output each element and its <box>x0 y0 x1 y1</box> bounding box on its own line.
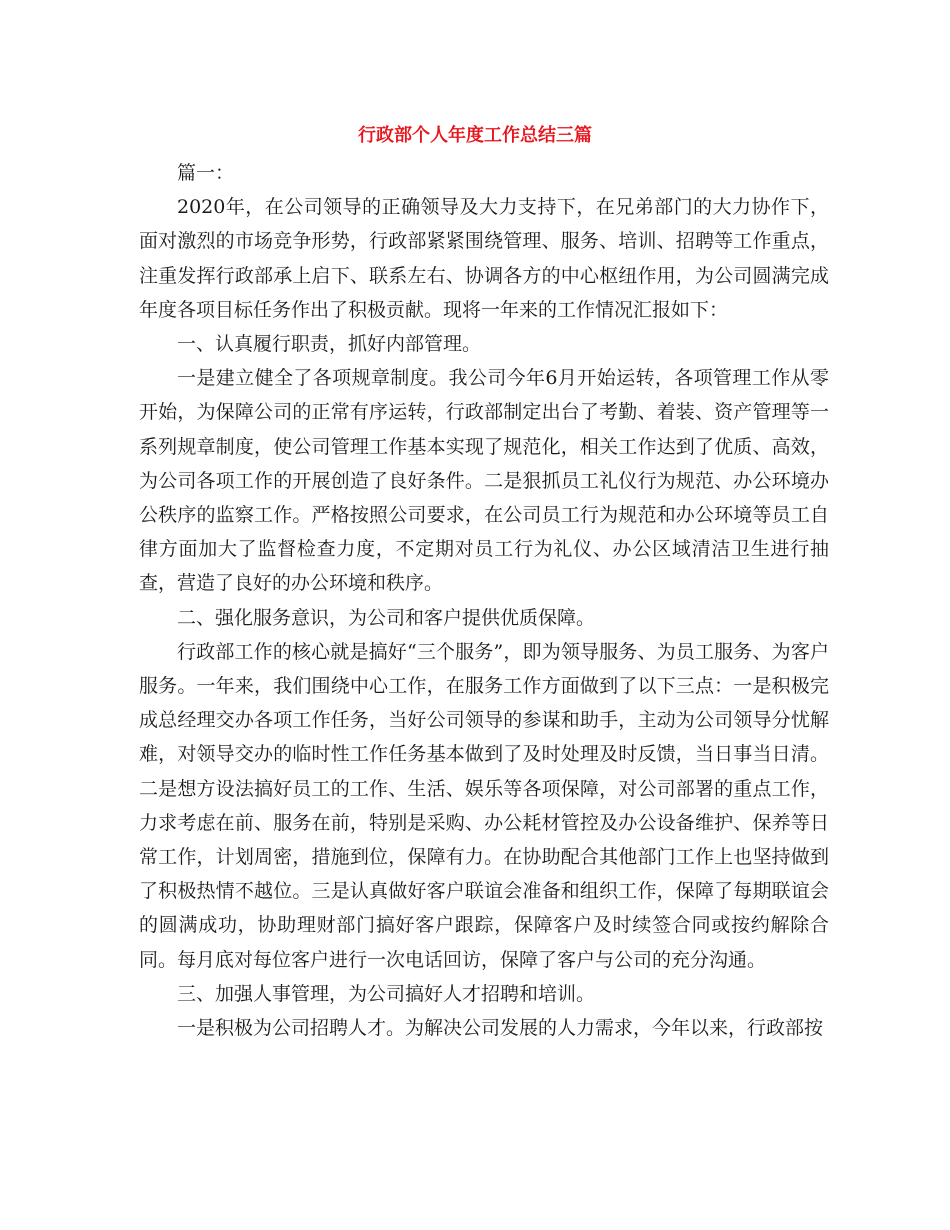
paragraph-body-1: 一是建立健全了各项规章制度。我公司今年6月开始运转，各项管理工作从零开始，为保障公司的正常有序运转，行政部制定出台了考勤、着装、资产管理等一系列规章制度，使公司管理工作基本实现了规范化，相关工作达到了优质、高效，为公司各项工作的开展创造了良好条件。二是狠抓员工礼仪行为规范、办公环境办公秩序的监察工作。严格按照公司要求，在公司员工行为规范和办公环境等员工自律方面加大了监督检查力度，不定期对员工行为礼仪、办公区域清洁卫生进行抽查，营造了良好的办公环境和秩序。 <box>139 367 829 595</box>
paragraph-heading-2: 二、强化服务意识，为公司和客户提供优质保障。 <box>177 606 596 629</box>
paragraph-heading-1: 一、认真履行职责，抓好内部管理。 <box>177 333 482 356</box>
paragraph-body-3: 一是积极为公司招聘人才。为解决公司发展的人力需求，今年以来，行政部按 <box>177 1017 824 1040</box>
paragraph-body-2: 行政部工作的核心就是搞好“三个服务”，即为领导服务、为员工服务、为客户服务。一年来，我们围绕中心工作，在服务工作方面做到了以下三点：一是积极完成总经理交办各项工作任务，当好公司领导的参谋和助手，主动为公司领导分忧解难，对领导交办的临时性工作任务基本做到了及时处理及时反馈，当日事当日清。二是想方设法搞好员工的工作、生活、娱乐等各项保障，对公司部署的重点工作，力求考虑在前、服务在前，特别是采购、办公耗材管控及办公设备维护、保养等日常工作，计划周密，措施到位，保障有力。在协助配合其他部门工作上也坚持做到了积极热情不越位。三是认真做好客户联谊会准备和组织工作，保障了每期联谊会的圆满成功，协助理财部门搞好客户跟踪，保障客户及时续签合同或按约解除合同。每月底对每位客户进行一次电话回访，保障了客户与公司的充分沟通。 <box>139 640 829 971</box>
document-title: 行政部个人年度工作总结三篇 <box>358 125 592 146</box>
paragraph-intro: 2020年，在公司领导的正确领导及大力支持下，在兄弟部门的大力协作下，面对激烈的市场竞争形势，行政部紧紧围绕管理、服务、培训、招聘等工作重点，注重发挥行政部承上启下、联系左右、协调各方的中心枢纽作用，为公司圆满完成年度各项目标任务作出了积极贡献。现将一年来的工作情况汇报如下： <box>139 196 829 321</box>
paragraph-section-label: 篇一： <box>177 162 235 184</box>
paragraph-heading-3: 三、加强人事管理，为公司搞好人才招聘和培训。 <box>177 982 596 1005</box>
document-body <box>139 156 829 1045</box>
